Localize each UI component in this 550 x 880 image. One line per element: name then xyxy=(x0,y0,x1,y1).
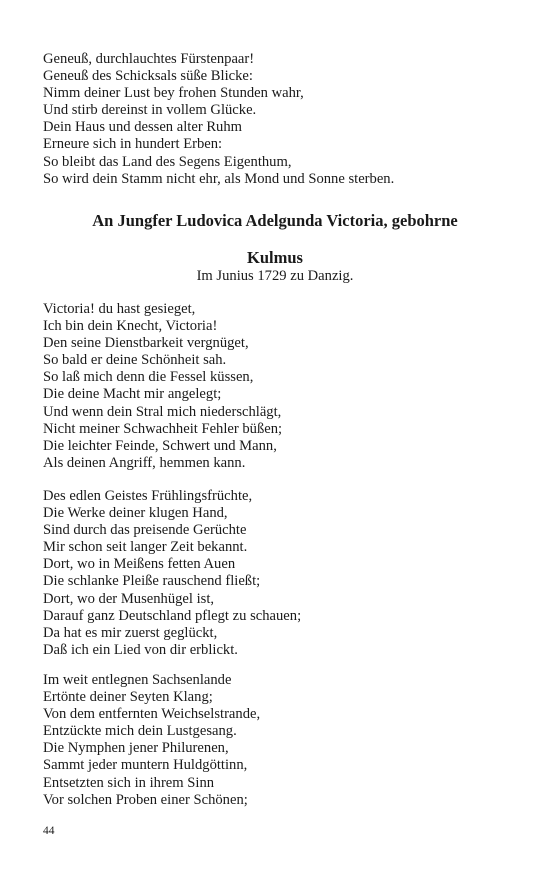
verse-line: Von dem entfernten Weichselstrande, xyxy=(43,706,261,723)
stanza-2 xyxy=(43,488,513,659)
verse-line: Die Werke deiner klugen Hand, xyxy=(43,505,228,522)
verse-line: So bald er deine Schönheit sah. xyxy=(43,352,227,369)
stanza-previous-poem-ending xyxy=(43,51,513,188)
verse-line: Dein Haus und dessen alter Ruhm xyxy=(43,119,243,136)
verse-line: Den seine Dienstbarkeit vergnüget, xyxy=(43,335,249,352)
poem-dateline: Im Junius 1729 zu Danzig. xyxy=(196,268,354,284)
verse-line: Victoria! du hast gesieget, xyxy=(43,301,196,317)
verse-line: Und stirb dereinst in vollem Glücke. xyxy=(43,102,257,119)
verse-line: Im weit entlegnen Sachsenlande xyxy=(43,672,232,688)
verse-line: So wird dein Stamm nicht ehr, als Mond und Sonne sterben. xyxy=(43,170,395,187)
verse-line: Nimm deiner Lust bey frohen Stunden wahr, xyxy=(43,85,304,102)
verse-line: Die Nymphen jener Philurenen, xyxy=(43,740,229,757)
verse-line: Und wenn dein Stral mich niederschlägt, xyxy=(43,403,282,420)
verse-line: Des edlen Geistes Frühlingsfrüchte, xyxy=(43,488,253,504)
verse-line: Ertönte deiner Seyten Klang; xyxy=(43,689,213,706)
verse-line: Dort, wo der Musenhügel ist, xyxy=(43,590,215,607)
verse-line: Dort, wo in Meißens fetten Auen xyxy=(43,556,236,573)
poem-title-line-2: Kulmus xyxy=(247,248,303,267)
verse-line: Ich bin dein Knecht, Victoria! xyxy=(43,318,218,335)
verse-line: Geneuß, durchlauchtes Fürstenpaar! xyxy=(43,51,255,67)
verse-line: So laß mich denn die Fessel küssen, xyxy=(43,369,254,386)
verse-line: Sammt jeder muntern Huldgöttinn, xyxy=(43,757,248,774)
verse-line: Nicht meiner Schwachheit Fehler büßen; xyxy=(43,420,283,437)
verse-line: Die leichter Feinde, Schwert und Mann, xyxy=(43,437,277,454)
verse-line: Die schlanke Pleiße rauschend fließt; xyxy=(43,573,261,590)
verse-line: Erneure sich in hundert Erben: xyxy=(43,136,223,153)
verse-line: Entzückte mich dein Lustgesang. xyxy=(43,723,237,740)
poem-title-line-1: An Jungfer Ludovica Adelgunda Victoria, gebohrne xyxy=(92,211,458,230)
verse-line: Sind durch das preisende Gerüchte xyxy=(43,522,247,539)
poem-title xyxy=(0,202,550,276)
verse-line: Vor solchen Proben einer Schönen; xyxy=(43,791,248,808)
stanza-1 xyxy=(43,301,513,472)
verse-line: Da hat es mir zuerst geglückt, xyxy=(43,624,218,641)
verse-line: Mir schon seit langer Zeit bekannt. xyxy=(43,539,248,556)
verse-line: Geneuß des Schicksals süße Blicke: xyxy=(43,68,253,85)
verse-line: Die deine Macht mir angelegt; xyxy=(43,386,222,403)
verse-line: Entsetzten sich in ihrem Sinn xyxy=(43,774,215,791)
verse-line: So bleibt das Land des Segens Eigenthum, xyxy=(43,153,292,170)
verse-line: Darauf ganz Deutschland pflegt zu schauen; xyxy=(43,607,302,624)
page-number: 44 xyxy=(43,825,55,837)
verse-line: Daß ich ein Lied von dir erblickt. xyxy=(43,641,238,658)
verse-line: Als deinen Angriff, hemmen kann. xyxy=(43,454,246,471)
stanza-3 xyxy=(43,672,513,809)
